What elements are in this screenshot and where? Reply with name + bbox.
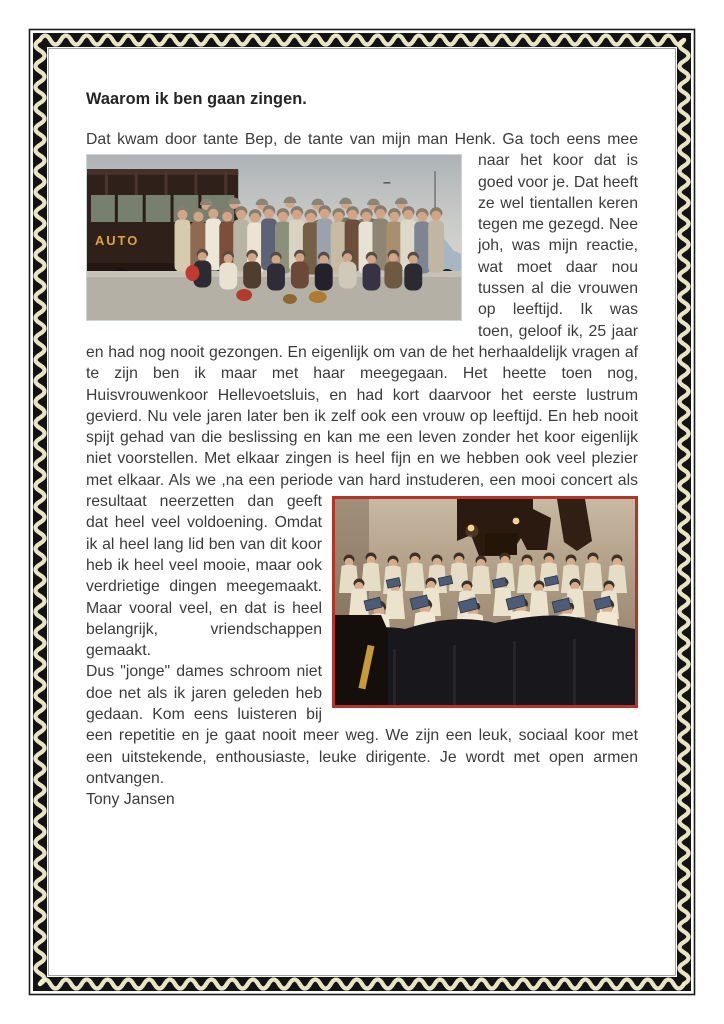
paragraph-1-lead: Dat kwam door tante Bep, de tante van mijn man Henk. Ga toch eens mee [86, 131, 638, 148]
bus-sign-text: AUTO [94, 233, 140, 249]
signature: Tony Jansen [86, 791, 175, 809]
paragraph-1 [86, 129, 638, 661]
paragraph-1-wrap-left: resultaat neerzetten dan geeft dat heel veel voldoening. Omdat ik al heel lang lid ben van dit koor heb ik heel veel mooie, maar ook verdrietige dingen meegemaakt. Maar vooral veel, en dat is heel belangrijk, vriendschappen gemaakt. [86, 493, 322, 660]
standing-row [175, 205, 445, 274]
organ-silhouette [335, 615, 388, 705]
choir-performance-photo [332, 496, 638, 708]
paragraph-2: Dus "jonge" dames schroom niet doe net als ik jaren geleden heb gedaan. Kom eens luisteren bij een repetitie en je gaat nooit meer weg. We zijn een leuk, sociaal koor met een uitstekende, enthousiaste, leuke dirigente. Je wordt met open armen ontvangen. [86, 663, 638, 787]
paragraph-1-wrap-right: naar het koor dat is goed voor je. Dat heeft ze wel tientallen keren tegen me gezegd. Nee joh, was mijn reactie, wat moet daar nou tussen al die vrouwen op leeftijd. Ik was toen, geloof ik, 25 jaar en had nog nooit gezongen. En eigenlijk om van de het herhaaldelijk vragen af te zijn ben ik maar met haar meegegaan. Het heette toen nog, Huisvrouwenkoor Hellevoetsluis, en had kort daarvoor het eerste lustrum gevierd. Nu vele jaren later ben ik zelf ook een vrouw op leeftijd. En heb nooit spijt gehad van die beslissing en kan me een leven zonder het koor eigenlijk niet voorstellen. Met elkaar zingen is heel fijn en we hebben ook veel plezier met elkaar. Als we ,na een periode van hard instuderen, een mooi concert als [86, 152, 638, 489]
article [86, 88, 638, 811]
bus-group-photo [86, 154, 462, 321]
page-title: Waarom ik ben gaan zingen. [86, 90, 307, 108]
plane-speck [383, 182, 390, 184]
